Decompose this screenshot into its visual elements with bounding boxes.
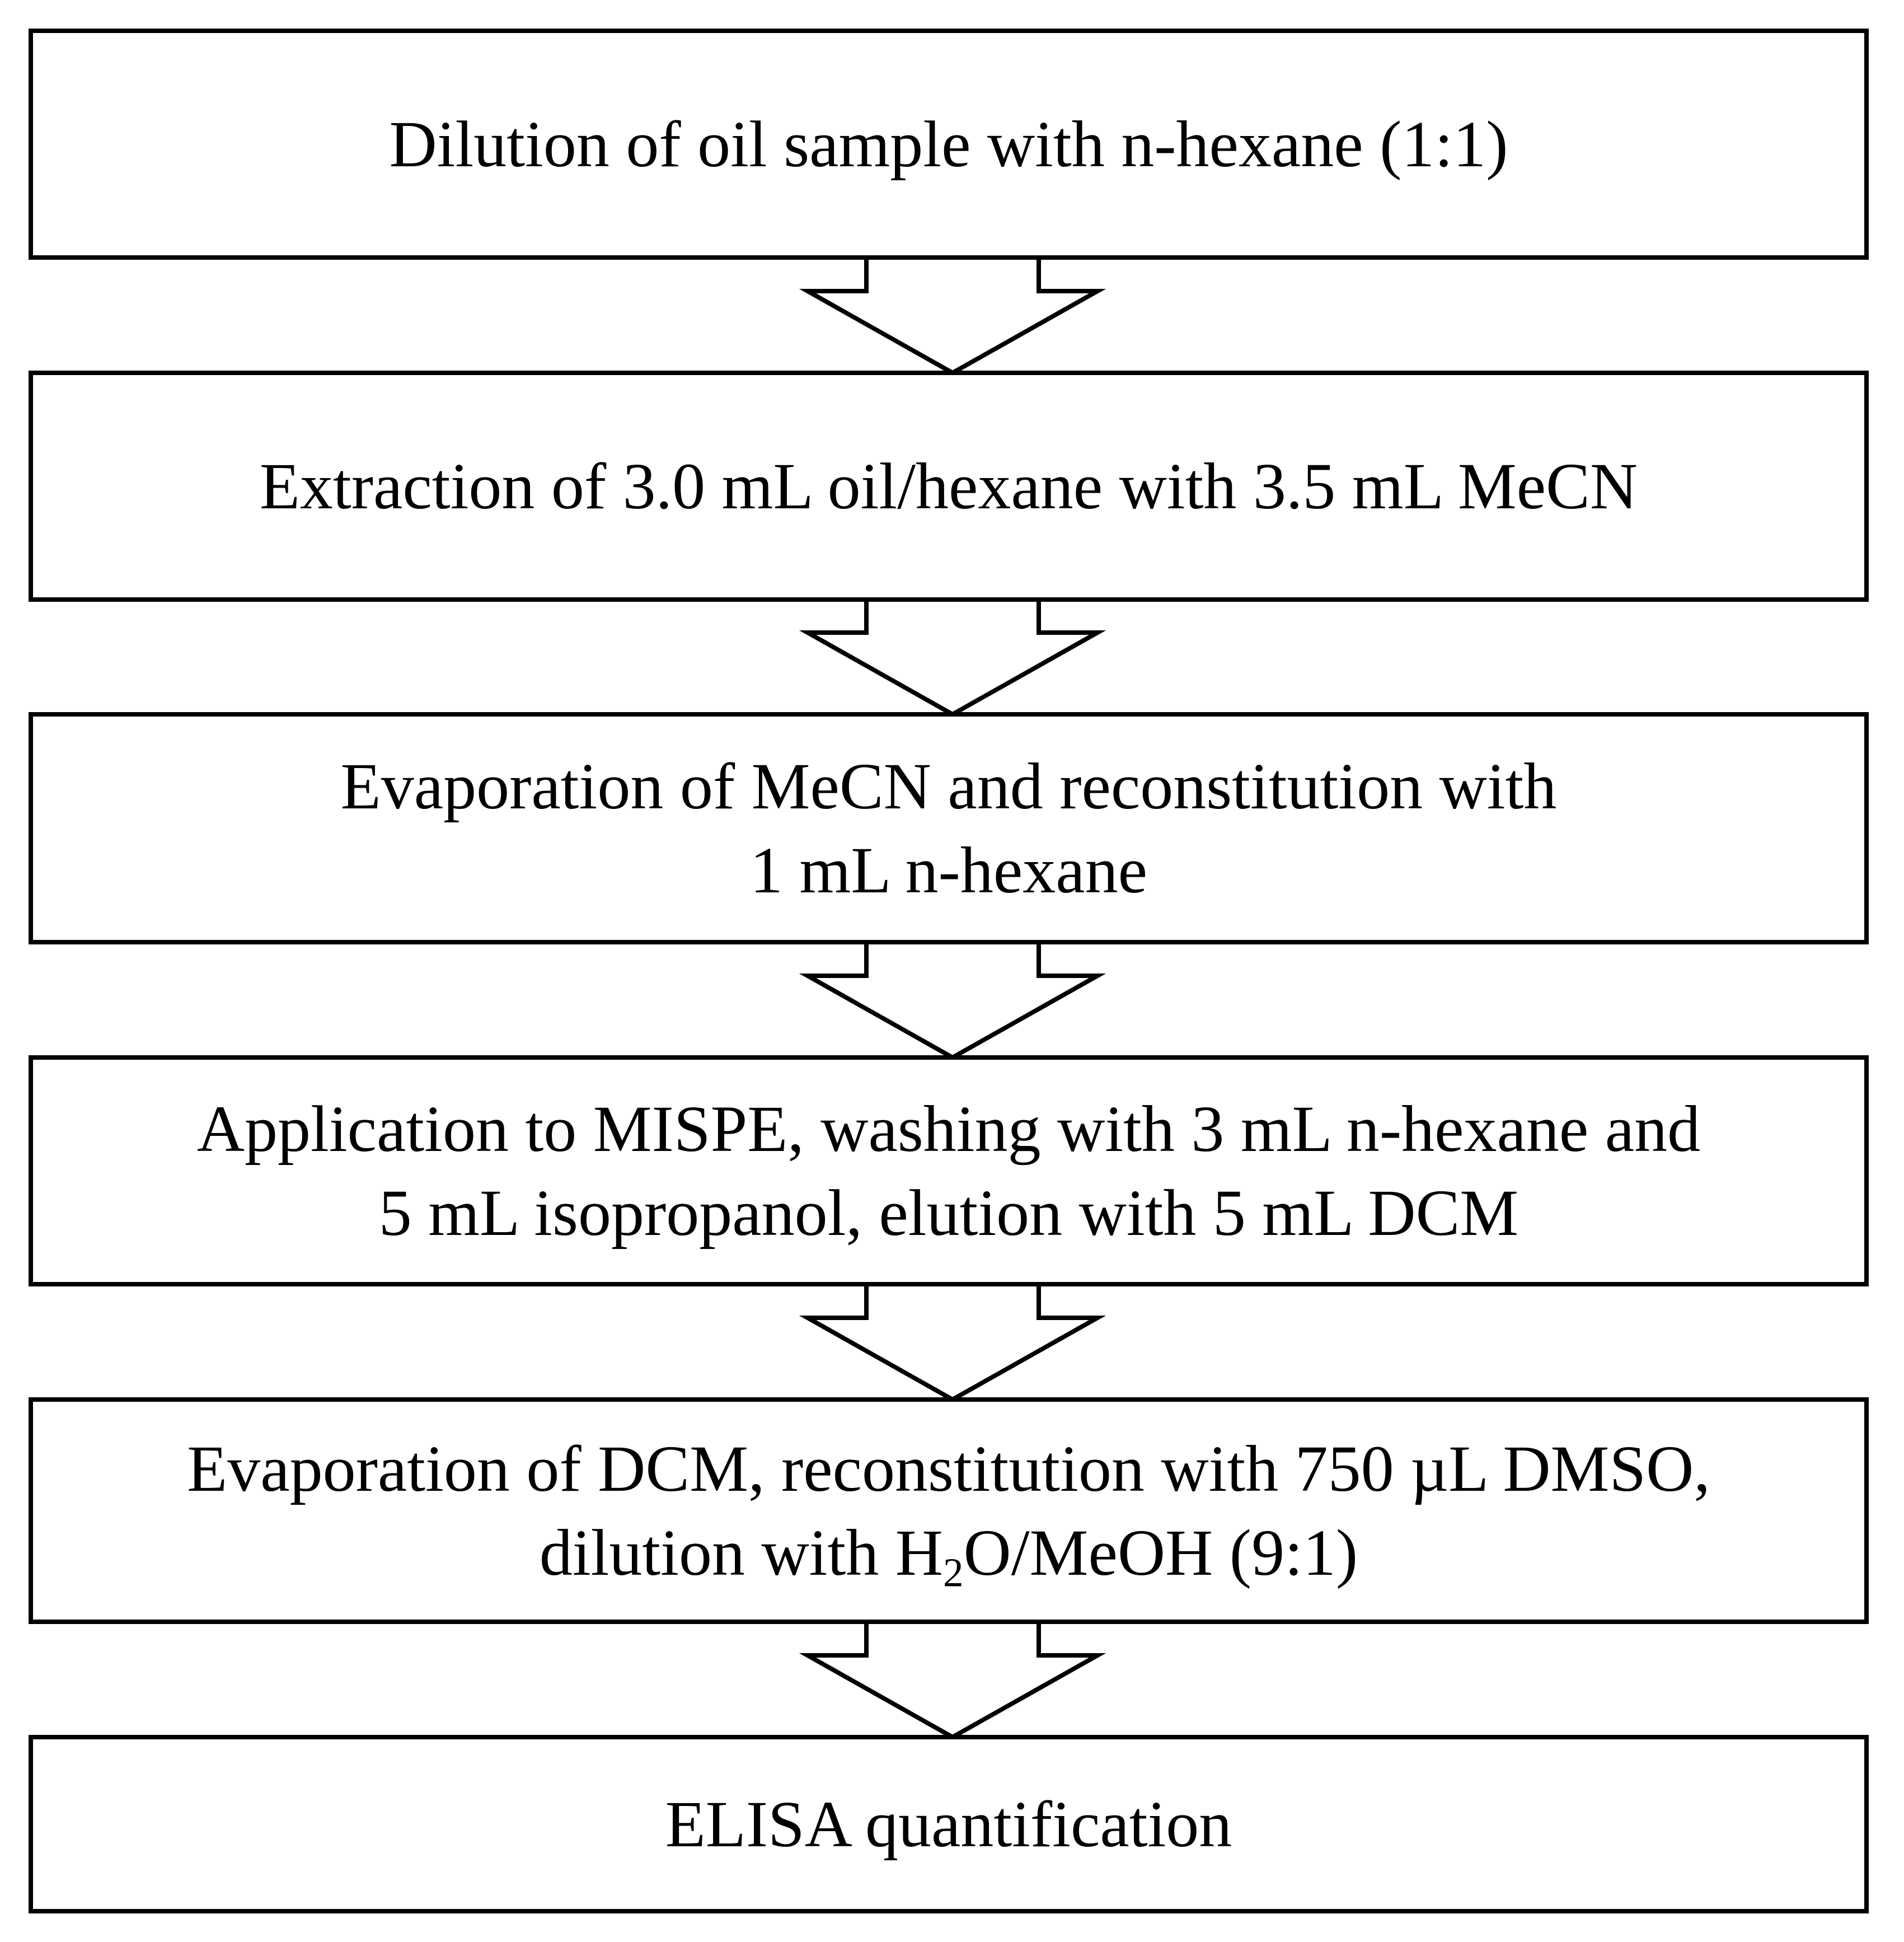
step-label-evaporation-mecn <box>341 745 1557 912</box>
step-line: Extraction of 3.0 mL oil/hexane with 3.5 mL MeCN <box>259 449 1638 523</box>
step-line: Evaporation of DCM, reconstitution with 750 µL DMSO, <box>187 1431 1710 1505</box>
step-box-elisa <box>29 1735 1869 1913</box>
step-label-evaporation-dcm <box>187 1427 1710 1595</box>
flow-arrow-3 <box>808 942 1098 1057</box>
flow-arrow-4 <box>808 1284 1098 1400</box>
step-label-elisa <box>665 1782 1232 1866</box>
flow-arrow-2 <box>808 599 1098 714</box>
step-line: 5 mL isopropanol, elution with 5 mL DCM <box>378 1176 1519 1250</box>
step-label-extraction <box>260 444 1638 528</box>
step-label-dilution <box>389 102 1508 186</box>
formula-subscript: 2 <box>942 1549 964 1595</box>
step-box-evaporation-mecn <box>29 712 1869 944</box>
step-line: Dilution of oil sample with n-hexane (1:1) <box>389 107 1508 181</box>
step-line: Evaporation of MeCN and reconstitution with <box>340 749 1557 823</box>
step-box-extraction <box>29 371 1869 602</box>
step-box-evaporation-dcm <box>29 1397 1869 1624</box>
step-line-with-formula <box>187 1511 1710 1595</box>
formula-suffix: O/MeOH (9:1) <box>963 1515 1358 1589</box>
flow-arrow-5 <box>808 1622 1098 1737</box>
formula-prefix: dilution with H <box>539 1515 943 1589</box>
flow-arrow-1 <box>808 258 1098 373</box>
step-line: ELISA quantification <box>665 1787 1232 1861</box>
step-box-dilution <box>29 29 1869 260</box>
step-label-mispe <box>197 1087 1700 1255</box>
step-line: 1 mL n-hexane <box>750 833 1147 907</box>
step-box-mispe <box>29 1055 1869 1286</box>
step-line: Application to MISPE, washing with 3 mL n-hexane and <box>196 1092 1701 1166</box>
